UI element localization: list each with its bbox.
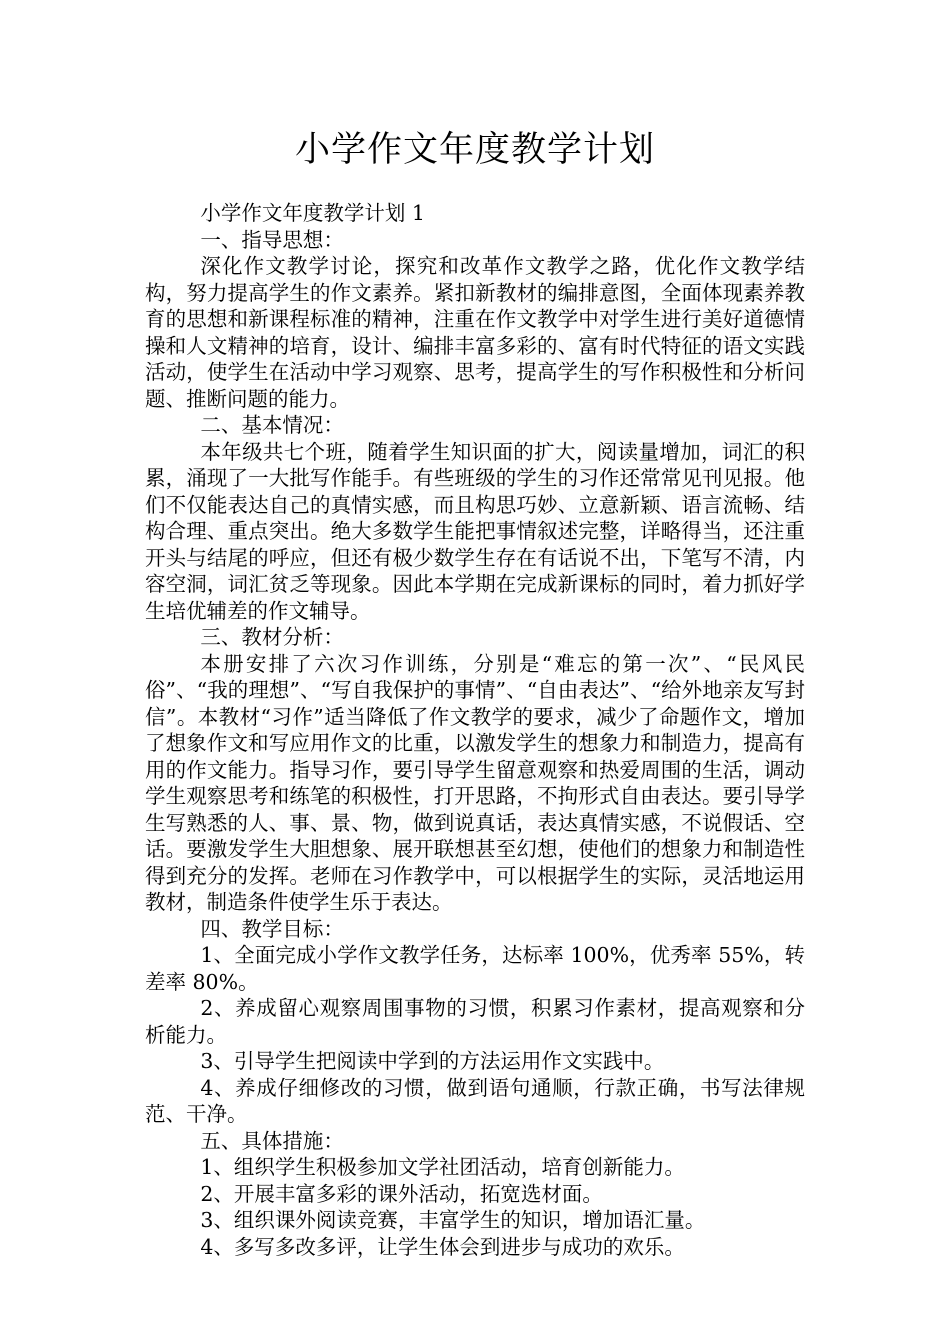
- section-heading-teaching-goals: 四、教学目标：: [200, 916, 344, 941]
- goal-item-4: 4、养成仔细修改的习惯，做到语句通顺，行款正确，书写法律规范、干净。: [145, 1075, 805, 1126]
- section-heading-textbook-analysis: 三、教材分析：: [200, 625, 344, 649]
- goal-item-1: 1、全面完成小学作文教学任务，达标率 100%，优秀率 55%，转差率 80%。: [145, 943, 805, 994]
- measure-item-4: 4、多写多改多评，让学生体会到进步与成功的欢乐。: [200, 1234, 685, 1259]
- measure-item-2: 2、开展丰富多彩的课外活动，拓宽选材面。: [200, 1181, 603, 1206]
- paragraph-guiding-thought: 深化作文教学讨论，探究和改革作文教学之路，优化作文教学结构，努力提高学生的作文素养。紧扣新教材的编排意图，全面体现素养教育的思想和新课程标准的精神，注重在作文教学中对学生进行美好道德情操和人文精神的培育，设计、编排丰富多彩的、富有时代特征的语文实践活动，使学生在活动中学习观察、思考，提高学生的写作积极性和分析问题、推断问题的能力。: [145, 254, 805, 411]
- goal-item-2: 2、养成留心观察周围事物的习惯，积累习作素材，提高观察和分析能力。: [145, 996, 805, 1047]
- measure-item-3: 3、组织课外阅读竞赛，丰富学生的知识，增加语汇量。: [200, 1208, 706, 1232]
- paragraph-basic-situation: 本年级共七个班，随着学生知识面的扩大，阅读量增加，词汇的积累，涌现了一大批写作能手。有些班级的学生的习作还常常见刊见报。他们不仅能表达自己的真情实感，而且构思巧妙、立意新颖、语言流畅、结构合理、重点突出。绝大多数学生能把事情叙述完整，详略得当，还注重开头与结尾的呼应，但还有极少数学生存在有话说不出，下笔写不清，内容空洞，词汇贫乏等现象。因此本学期在完成新课标的同时，着力抓好学生培优辅差的作文辅导。: [145, 439, 805, 623]
- paragraph-textbook-analysis: 本册安排了六次习作训练，分别是“难忘的第一次”、“民风民俗”、“我的理想”、“写自我保护的事情”、“自由表达”、“给外地亲友写封信”。本教材“习作”适当降低了作文教学的要求，减少了命题作文，增加了想象作文和写应用作文的比重，以激发学生的想象力和制造力，提高有用的作文能力。指导习作，要引导学生留意观察和热爱周围的生活，调动学生观察思考和练笔的积极性，打开思路，不拘形式自由表达。要引导学生写熟悉的人、事、景、物，做到说真话，表达真情实感，不说假话、空话。要激发学生大胆想象、展开联想甚至幻想，使他们的想象力和制造性得到充分的发挥。老师在习作教学中，可以根据学生的实际，灵活地运用教材，制造条件使学生乐于表达。: [145, 651, 805, 914]
- section-heading-measures: 五、具体措施：: [200, 1128, 344, 1153]
- section-heading-guiding-thought: 一、指导思想：: [200, 227, 344, 252]
- subtitle-paragraph: 小学作文年度教学计划 1: [200, 201, 425, 225]
- measure-item-1: 1、组织学生积极参加文学社团活动，培育创新能力。: [200, 1155, 685, 1179]
- section-heading-basic-situation: 二、基本情况：: [200, 413, 344, 437]
- document-body: [145, 200, 805, 1260]
- document-title: 小学作文年度教学计划: [294, 130, 655, 170]
- goal-item-3: 3、引导学生把阅读中学到的方法运用作文实践中。: [200, 1049, 665, 1073]
